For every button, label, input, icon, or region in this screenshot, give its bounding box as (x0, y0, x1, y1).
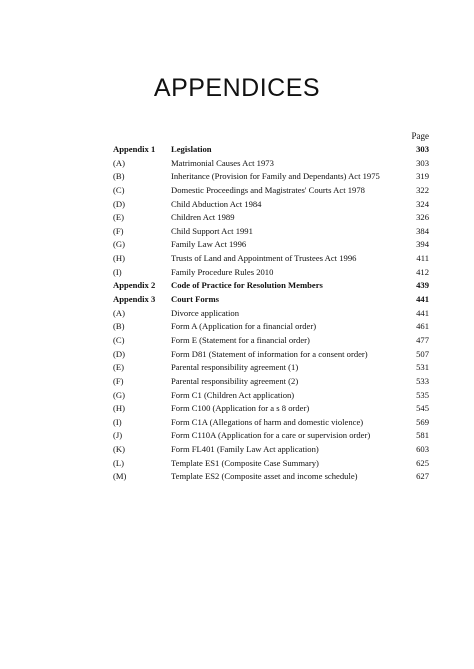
entry-page-number: 461 (416, 321, 429, 332)
entry-page-number: 507 (416, 348, 429, 359)
entry-title: Matrimonial Causes Act 1973 (171, 157, 274, 168)
entry-label: (C) (113, 334, 125, 345)
entry-title: Parental responsibility agreement (2) (171, 375, 299, 386)
toc-entry-row (113, 416, 429, 430)
entry-label: (B) (113, 171, 125, 182)
entry-title: Form C100 (Application for a s 8 order) (171, 403, 310, 414)
entry-label: (I) (113, 266, 122, 277)
entry-title: Court Forms (171, 294, 219, 305)
entry-label: (F) (113, 375, 124, 386)
toc-entry-row (113, 429, 429, 443)
entry-label: (I) (113, 416, 122, 427)
entry-page-number: 394 (416, 239, 429, 250)
entry-title: Trusts of Land and Appointment of Trustees Act 1996 (171, 253, 357, 264)
appendix-heading-row (113, 143, 429, 157)
entry-page-number: 303 (416, 144, 429, 154)
entry-title: Inheritance (Provision for Family and Dependants) Act 1975 (171, 171, 380, 182)
entry-label: (J) (113, 430, 123, 441)
entry-title: Template ES1 (Composite Case Summary) (171, 457, 319, 468)
toc-entry-row (113, 389, 429, 403)
entry-page-number: 441 (416, 307, 429, 318)
toc-entry-row (113, 470, 429, 484)
toc-entry-row (113, 361, 429, 375)
entry-page-number: 535 (416, 389, 429, 400)
entry-title: Children Act 1989 (171, 212, 235, 223)
entry-title: Family Procedure Rules 2010 (171, 266, 274, 277)
entry-label: (K) (113, 444, 125, 455)
toc-entry-row (113, 320, 429, 334)
entry-page-number: 625 (416, 457, 429, 468)
toc-entry-row (113, 348, 429, 362)
entry-label: (D) (113, 348, 125, 359)
entry-label: (B) (113, 321, 125, 332)
toc-entry-row (113, 198, 429, 212)
entry-title: Parental responsibility agreement (1) (171, 362, 299, 373)
entry-page-number: 319 (416, 171, 429, 182)
page-title: APPENDICES (153, 74, 321, 102)
entry-title: Form C110A (Application for a care or supervision order) (171, 430, 371, 441)
entry-page-number: 303 (416, 157, 429, 168)
toc-entry-row (113, 225, 429, 239)
entry-page-number: 581 (416, 430, 429, 441)
entry-page-number: 411 (416, 253, 429, 264)
entry-title: Template ES2 (Composite asset and income schedule) (171, 471, 358, 482)
entry-label: (C) (113, 184, 125, 195)
entry-title: Divorce application (171, 307, 240, 318)
toc-entry-row (113, 457, 429, 471)
entry-title: Domestic Proceedings and Magistrates' Courts Act 1978 (171, 184, 365, 195)
toc-entry-row (113, 443, 429, 457)
entry-title: Child Support Act 1991 (171, 225, 253, 236)
toc-entry-row (113, 266, 429, 280)
entry-page-number: 531 (416, 362, 429, 373)
entry-page-number: 322 (416, 184, 429, 195)
entry-label: (G) (113, 389, 125, 400)
toc-entry-row (113, 238, 429, 252)
entry-label: (A) (113, 157, 125, 168)
toc-entry-row (113, 307, 429, 321)
toc-entry-row (113, 252, 429, 266)
entry-label: (H) (113, 253, 125, 264)
entry-label: (D) (113, 198, 125, 209)
entry-label: (L) (113, 457, 124, 468)
toc-entry-row (113, 211, 429, 225)
toc-entry-row (113, 375, 429, 389)
appendix-heading-row (113, 279, 429, 293)
entry-label: (G) (113, 239, 125, 250)
entry-title: Form D81 (Statement of information for a consent order) (171, 348, 368, 359)
entry-page-number: 545 (416, 403, 429, 414)
entry-label: (M) (113, 471, 127, 482)
toc-entry-row (113, 402, 429, 416)
entry-title: Legislation (171, 144, 212, 154)
entry-label: (E) (113, 362, 124, 373)
entry-title: Form A (Application for a financial order) (171, 321, 317, 332)
entry-page-number: 384 (416, 225, 429, 236)
entry-page-number: 324 (416, 198, 429, 209)
entry-title: Form FL401 (Family Law Act application) (171, 444, 319, 455)
entry-label: Appendix 3 (113, 294, 156, 305)
entry-title: Family Law Act 1996 (171, 239, 247, 250)
entry-page-number: 441 (416, 294, 429, 305)
entry-page-number: 326 (416, 212, 429, 223)
entry-label: (F) (113, 225, 124, 236)
entry-label: Appendix 1 (113, 144, 156, 154)
entry-title: Form C1A (Allegations of harm and domestic violence) (171, 416, 364, 427)
entry-page-number: 412 (416, 266, 429, 277)
toc-entry-row (113, 334, 429, 348)
toc-entry-row (113, 157, 429, 171)
entry-title: Child Abduction Act 1984 (171, 198, 262, 209)
entry-page-number: 603 (416, 444, 429, 455)
entry-page-number: 477 (416, 334, 429, 345)
entry-page-number: 533 (416, 375, 429, 386)
entry-label: (A) (113, 307, 125, 318)
page-column-header: Page (411, 131, 429, 141)
entry-page-number: 569 (416, 416, 429, 427)
toc-entry-row (113, 184, 429, 198)
entry-title: Form C1 (Children Act application) (171, 389, 295, 400)
entry-page-number: 627 (416, 471, 429, 482)
appendix-contents-list (113, 143, 429, 484)
entry-title: Code of Practice for Resolution Members (171, 280, 323, 291)
entry-label: (E) (113, 212, 124, 223)
entry-label: (H) (113, 403, 125, 414)
appendix-heading-row (113, 293, 429, 307)
entry-page-number: 439 (416, 280, 429, 291)
toc-entry-row (113, 170, 429, 184)
entry-label: Appendix 2 (113, 280, 156, 291)
entry-title: Form E (Statement for a financial order) (171, 334, 310, 345)
